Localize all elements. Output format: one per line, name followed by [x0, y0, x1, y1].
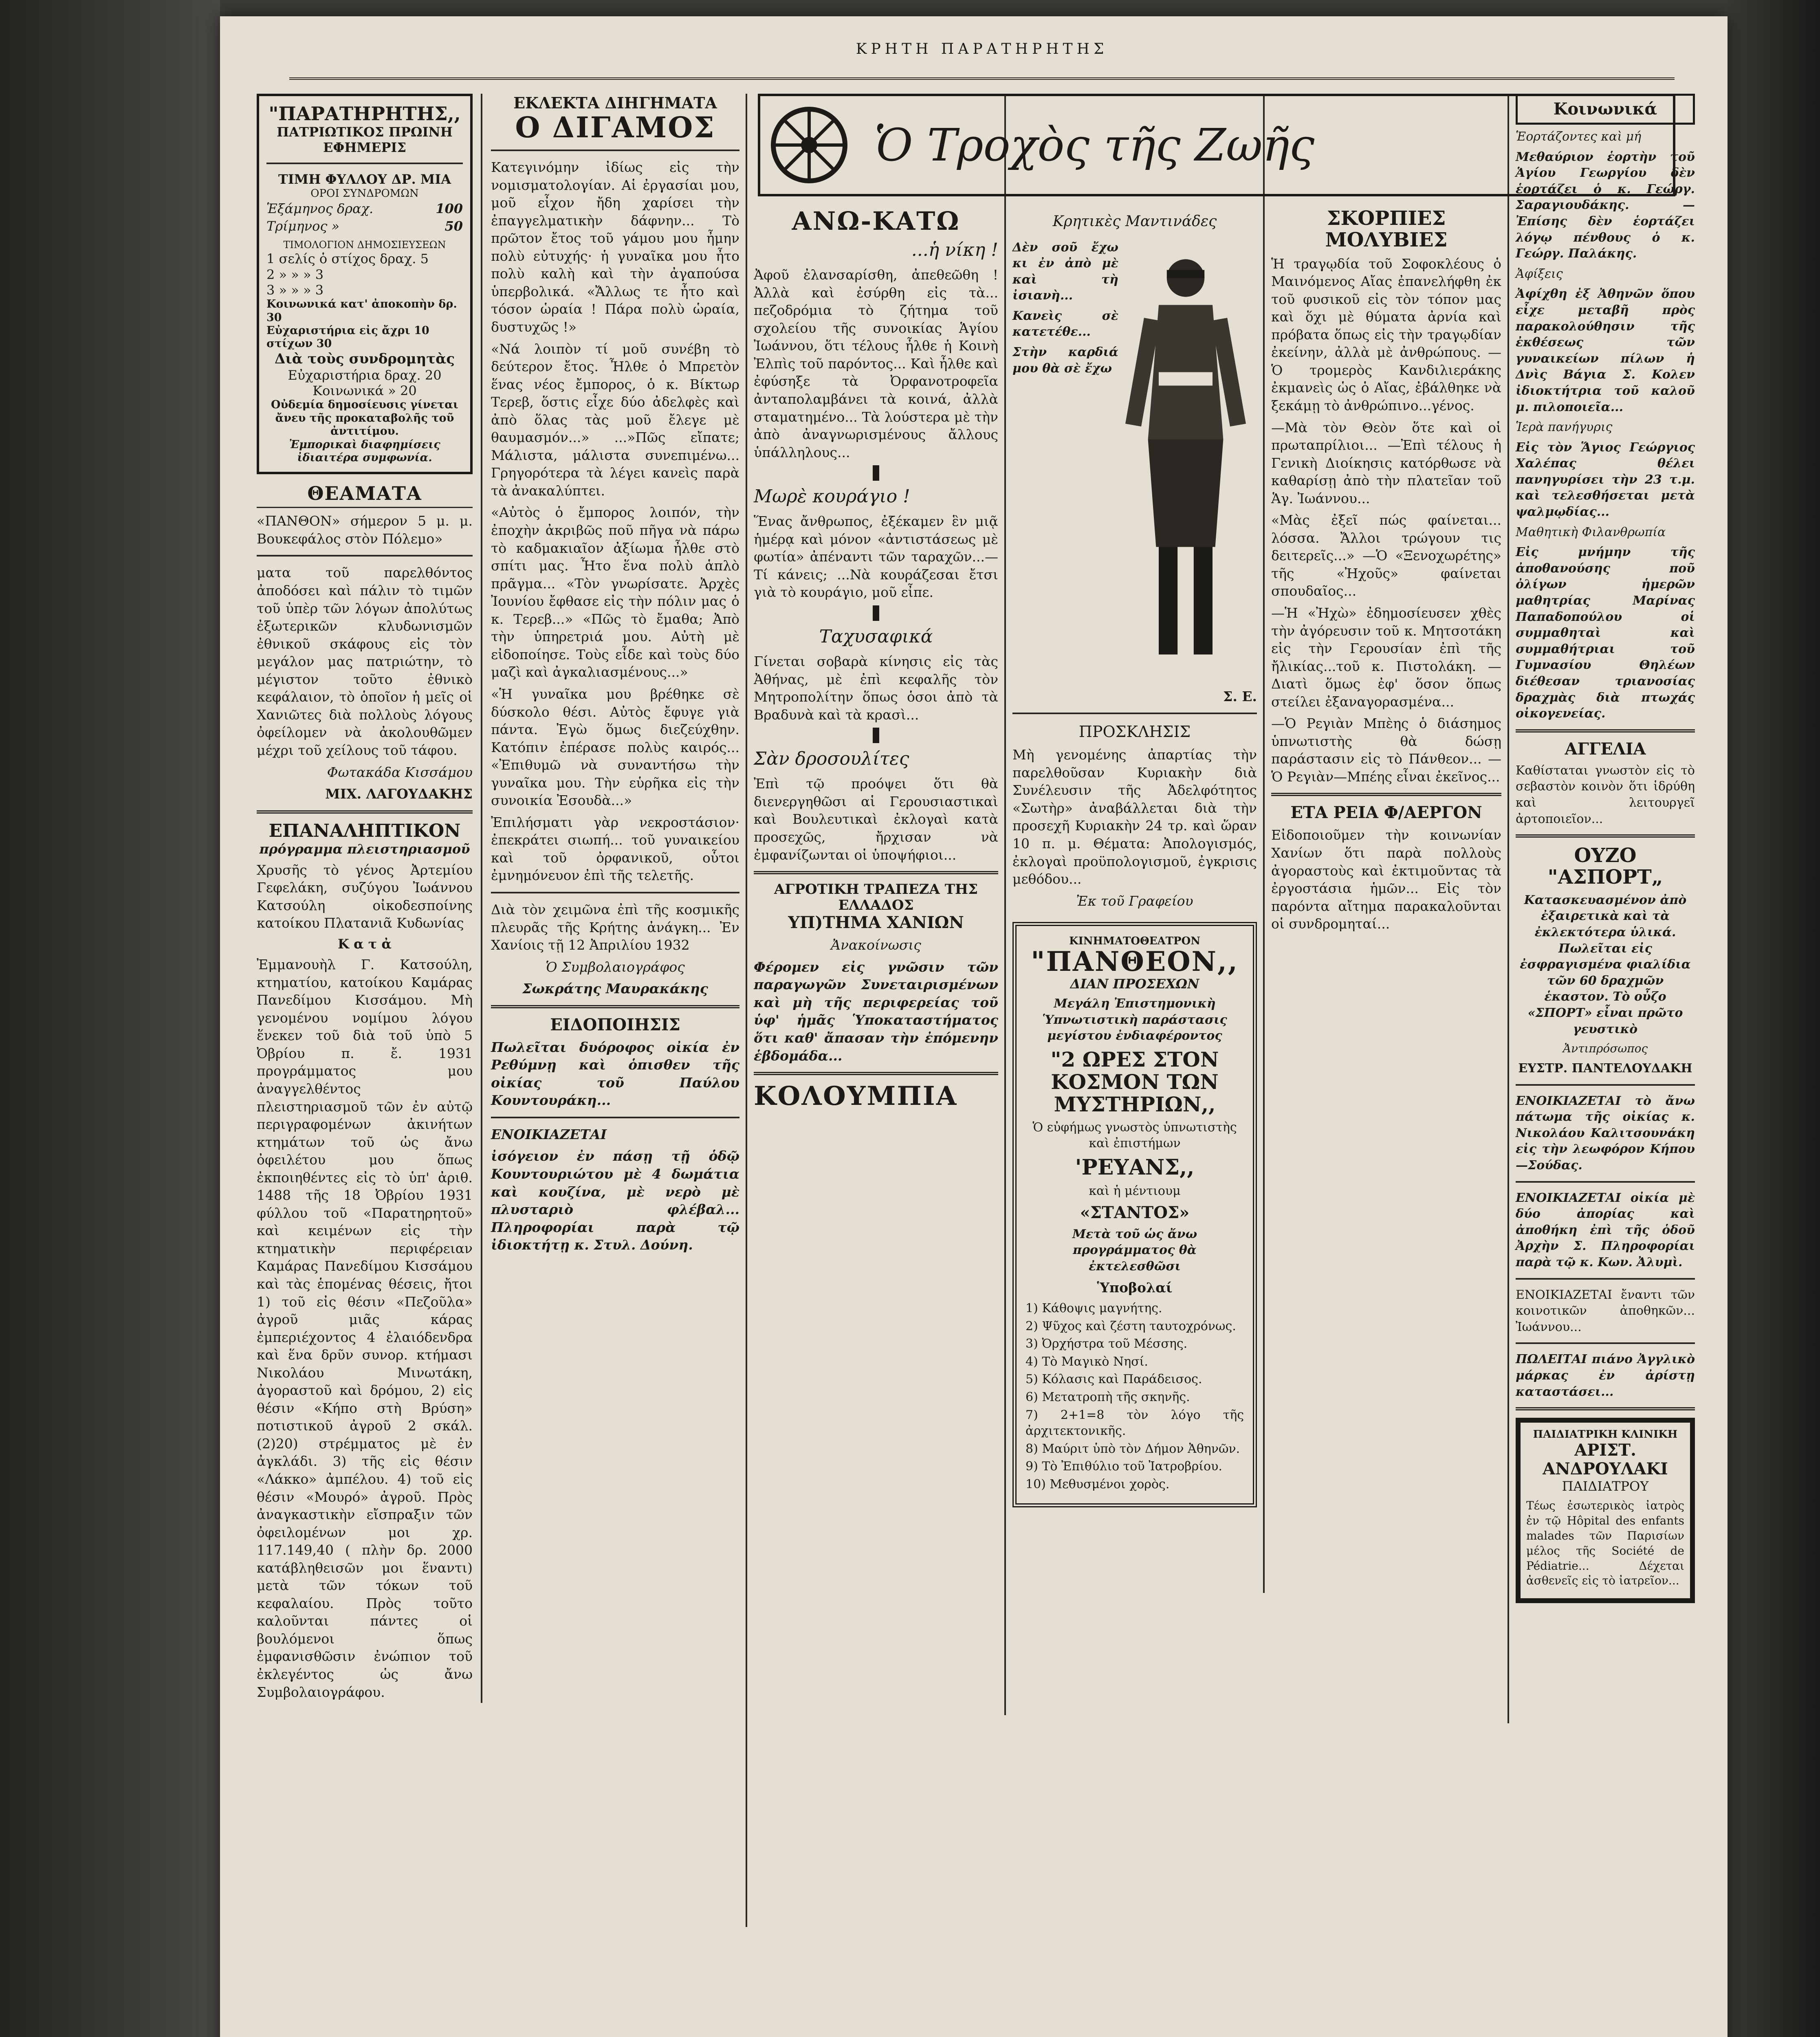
ad-rates-title: ΤΙΜΟΛΟΓΙΟΝ ΔΗΜΟΣΙΕΥΣΕΩΝ	[283, 239, 446, 251]
subhead: Ἱερὰ πανήγυρις	[1516, 420, 1613, 435]
prosklisis-heading: ΠΡΟΣΚΛΗΣΙΣ	[1078, 723, 1191, 741]
notice-text: Διὰ τὸν χειμῶνα ἐπὶ τῆς κοσμικῆς πλευρᾶς τῆς Κρήτης ἀνάγκη... Ἐν Χανίοις τῇ 12 Ἀπριλίου 1932	[491, 901, 739, 953]
agr-subheading: ΥΠ)ΤΗΜΑ ΧΑΝΙΩΝ	[788, 913, 964, 933]
column-4	[1012, 208, 1257, 1507]
epanalipt-text-2: Ἐμμανουὴλ Γ. Κατσούλη, κτηματίου, κατοίκου Καμάρας Πανεδίμου Κισσάμου. Μὴ γενομένου νομίμου λόγου ἕνεκεν τοῦ διὰ τοῦ ὑπὸ 5 Ὀβρίου π. ἔ. 1931 προγράμματος μου ἀναγγελθέντος πλειστηριασμοῦ τῶν ἐν αὐτῷ περιγραφομένων ἀκινήτων κτημάτων τοῦ ὡς ἄνω ὀφειλέτου μου ὅπως ἐκποιηθέντες εἰς τὸ ὑπ' ἀριθ. 1488 τῆς 18 Ὀβρίου 1931 φύλλου τοῦ «Παρατηρητοῦ» καὶ κειμένων εἰς τὴν κτηματικὴν περιφέρειαν Καμάρας Πανεδίμου Κισσάμου καὶ τὰς ἑπομένας θέσεις, ἤτοι 1) τοῦ εἰς θέσιν «Πεζοῦλα» ἀγροῦ μιᾶς κάρας ἐμπεριέχοντος 4 ἐλαιόδενδρα καὶ ἕνα δρῦν συνορ. κτήμασι Νικολάου Μινωτάκη, ἀγοραστοῦ καὶ δρόμου, 2) εἰς θέσιν «Κήπο στὴ Βρύση» ποτιστικοῦ ἀγροῦ 2 σκάλ. (2)20) στρέμματος μὲ ἐν ἀγκλάδι. 3) τῆς εἰς θέσιν «Λάκκο» ἀμπέλου. 4) τοῦ εἰς θέσιν «Μουρό» ἀγροῦ. Πρὸς ἀναγκαστικὴν εἴσπραξιν τῶν ὀφειλομένων μοι χρ. 117.149,40 ( πλὴν δρ. 2000 κατάβληθεισῶν μοι ἕναντι) μετὰ τῶν τόκων τοῦ κεφαλαίου. Πρὸς τοῦτο καλοῦνται πάντες οἱ βουλόμενοι ὅπως ἐμφανισθῶσιν ἐνώπιον τοῦ ἐκλεγέντος ὡς ἄνω Συμβολαιογράφου.	[257, 957, 473, 1700]
cinema-headline: "2 ΩΡΕΣ ΣΤΟΝ ΚΟΣΜΟΝ ΤΩΝ ΜΥΣΤΗΡΙΩΝ,,	[1050, 1047, 1219, 1116]
banner-title: Ὁ Τροχὸς τῆς Ζωῆς	[874, 119, 1315, 171]
social-text: Ἀφίχθη ἐξ Ἀθηνῶν ὅπου εἶχε μεταβῆ πρὸς παρακολούθησιν τῆς ἐκθέσεως τῶν γυναικείων πίλων ἡ Δνὶς Βάγια Σ. Κολεν ἰδιοκτήτρια τοῦ καλοῦ μ. πιλοποιεῖα...	[1516, 287, 1695, 414]
page-edge-right	[1728, 0, 1820, 2037]
mantinades-title: Κρητικὲς Μαντινάδες	[1052, 213, 1217, 230]
masthead	[289, 41, 1675, 80]
masthead-text: ΚΡΗΤΗ ΠΑΡΑΤΗΡΗΤΗΣ	[856, 41, 1108, 57]
column-1	[257, 94, 473, 1705]
ad-rate-note: Ἐμπορικαὶ διαφημίσεις ἰδιαιτέρα συμφωνία.	[289, 438, 440, 464]
column-rule	[481, 94, 482, 1703]
mantinades-block	[1012, 235, 1257, 684]
story-text: «Νά λοιπὸν τί μοῦ συνέβη τὸ δεύτερον ἔτος. Ἦλθε ὁ Μπρετὸν ἕνας νέος ἔμπορος, ὁ κ. Βίκτωρ Τερεβ, ὅστις εἶχε δύο ἀδελφὲς καὶ ἀπὸ ὅλας τὰς μοῦ ἔλεγε μὲ θαυμασμόν...» ...»Πῶς εἴπατε; Μάλιστα, μάλιστα συνεπιμένω... Γρηγορότερα τὰ λέγει κανεὶς παρὰ τὰ ἀνακαλύπτει.	[491, 341, 739, 499]
subscription-row: Ἑξάμηνος δραχ. 100	[266, 200, 463, 216]
column-rule	[1263, 94, 1265, 1593]
column-5	[1271, 208, 1501, 937]
cinema-desc: καὶ ἡ μέντιουμ	[1089, 1184, 1181, 1199]
social-text: Εἰς τὸν Ἅγιος Γεώργιος Χαλέπας θέλει πανηγυρίσει τὴν 23 τ.μ. καὶ τελεσθήσεται μετὰ ψαλμῳδίας...	[1516, 440, 1695, 519]
eidop-heading: ΕΙΔΟΠΟΙΗΣΙΣ	[550, 1015, 680, 1034]
verse: Κανεὶς σὲ κατετέθε...	[1012, 308, 1118, 339]
signature: Σ. Ε.	[1223, 688, 1257, 704]
clinic-ad	[1516, 1418, 1695, 1603]
social-text: Εἰς μνήμην τῆς ἀποθανούσης ποῦ ὀλίγων ἡμερῶν μαθητρίας Μαρίνας Παπαδοπούλου οἱ συμμαθηταὶ καὶ συμμαθήτριαι τοῦ Γυμνασίου Θηλέων διέθεσαν τριανοσίας δραχμὰς διὰ πτωχάς οἰκογενείας.	[1516, 545, 1695, 721]
program-item: 5) Κόλασις καὶ Παράδεισος.	[1026, 1372, 1202, 1387]
enoik-heading: ΕΝΟΙΚΙΑΖΕΤΑΙ	[491, 1126, 607, 1142]
ouzo-text: Κατασκευασμένον ἀπὸ ἐξαιρετικὰ καὶ τὰ ἐκλεκτότερα ὑλικά. Πωλεῖται εἰς ἐσφραγισμένα φιαλίδια τῶν 60 δραχμῶν ἑκαστον. Τὸ οὖζο «ΣΠΟΡΤ» εἶναι πρῶτο γευστικὸ	[1520, 893, 1691, 1036]
eta-heading: ΕΤΑ ΡΕΙΑ Φ/ΑΕΡΓΟΝ	[1290, 803, 1482, 823]
ouzo-signature-role: Ἀντιπρόσωπος	[1563, 1042, 1648, 1056]
ad-rate-line: Εὐχαριστήρια εἰς ἄχρι 10 στίχων 30	[266, 324, 429, 350]
signature: Σωκράτης Μαυρακάκης	[522, 981, 708, 997]
program-item: 9) Τὸ Ἐπιθύλιο τοῦ Ἰατροβρίου.	[1026, 1459, 1222, 1474]
story-text: Κατεγινόμην ἰδίως εἰς τὴν νομισματολογίαν. Αἱ ἐργασίαι μου, μοῦ εἶχον ἤδη χαρίσει τὴν ἐπαγγελματικὴν δάφνην... Τὸ πρῶτον ἔτος τοῦ γάμου μου ἦμην πολὺ εὐτυχής· ἡ γυναῖκα μου ἦτο πολὺ καλὴ καὶ τὴν ἀγαπούσα ὑπερβολικά. «Ἄλλως τε ἦτο καὶ τόσον ὡραία ! Πάρα πολὺ ὡραία, δυστυχῶς !»	[491, 159, 739, 335]
article-text: Ἀφοῦ ἐλανσαρίσθη, ἀπεθεῶθη ! Ἀλλὰ καὶ ἐσύρθη εἰς τὰ... πεζοδρόμια τὸ ζήτημα τοῦ σχολείου τῆς συνοικίας Ἁγίου Ἰωάννου, ὅτι τέλους ἦλθε ἡ Κοινὴ Ἐλπὶς τοῦ παρόντος... Καὶ ἦλθε καὶ ἐφύσηξε τὰ Ὀρφανοτροφεῖα ἀνταπολαμβάνει τὰ κοινά, ἀλλὰ σταματημένο... Τὰ λούστερα μὲ τὴν ἀπὸ ἀναγνωρισμένους ἄλλους ὑπάλληλους...	[754, 267, 998, 460]
column-text: «Μὰς ἐξεῖ πώς φαίνεται... λόσσα. Ἄλλοι τρώγουν τις δειτερεῖς...» —Ὁ «Ξενοχωρέτης» τῆς «Ἠχοῦς» φαίνεται σπουδαῖος...	[1271, 512, 1501, 599]
social-box	[1516, 94, 1695, 125]
kolumpia-title: ΚΟΛΟΥΜΠΙΑ	[754, 1081, 958, 1112]
clinic-subtitle: ΠΑΙΔΙΑΤΡΟΥ	[1562, 1478, 1649, 1494]
clinic-text: Τέως ἐσωτερικὸς ἰατρὸς ἐν τῷ Hôpital des enfants malades τῶν Παρισίων μέλος τῆς Société de Pédiatrie... Δέχεται ἀσθενεῖς εἰς τὸ ἰατρεῖον...	[1526, 1498, 1684, 1588]
subhead: Σὰν δροσουλίτες	[754, 748, 909, 770]
program-item: 2) Ψῦχος καὶ ζέστη ταυτοχρόνως.	[1026, 1319, 1236, 1333]
verse: Δὲν σοῦ ἔχω κι ἐν ἀπὸ μὲ καὶ τὴ ἰσιανὴ...	[1012, 240, 1118, 303]
subscription-row: Τρίμηνος » 50	[266, 218, 463, 234]
program-item: 4) Τὸ Μαγικὸ Νησί.	[1026, 1354, 1148, 1369]
article-text: ματα τοῦ παρελθόντος ἀποδόσει καὶ πάλιν τὸ τιμῶν τοῦ ὑπὲρ τῶν λόγων ἀπολύτως ἐξωτερικῶν κλυδωνισμῶν ἐθνικοῦ σκάφους εἰς τὸν μεγάλον μας πατριώτην, τὸ μέγιστον τοῦτο ἐθνικὸ κεφάλαιον, τὸ ὁποῖον ἡ μεῖς οἱ Χανιῶτες διὰ πολλοὺς λόγους ὀφείλομεν νὰ ἀκολουθῶμεν μέχρι τοῦ χείλους τοῦ τάφου.	[257, 565, 473, 758]
clinic-doctor: ΑΡΙΣΤ. ΑΝΔΡΟΥΛΑΚΙ	[1543, 1441, 1668, 1479]
article-text: Γίνεται σοβαρὰ κίνησις εἰς τὰς Ἀθήνας, μὲ ἐπὶ κεφαλῆς τὸν Μητροπολίτην ὅπως ὁσοι ἀπὸ τὰ Βραδυνὰ καὶ τὰ κρασὶ...	[754, 653, 998, 723]
signature: Ἐκ τοῦ Γραφείου	[1076, 893, 1193, 909]
price: ΤΙΜΗ ΦΥΛΛΟΥ ΔΡ. ΜΙΑ	[278, 172, 451, 187]
ad-rate-line: 1 σελίς ὁ στίχος δραχ. 5	[266, 251, 429, 267]
program-item: 1) Κάθοψις μαγνήτης.	[1026, 1301, 1162, 1316]
classified-ad: ΕΝΟΙΚΙΑΖΕΤΑΙ οἰκία μὲ δύο ἀπορίας καὶ ἀποθήκη ἐπὶ τῆς ὁδοῦ Ἀρχὴν Σ. Πληροφορίαι παρὰ τῷ κ. Κων. Ἀλυμὶ.	[1516, 1190, 1695, 1269]
ouzo-signature: ΕΥΣΤΡ. ΠΑΝΤΕΛΟΥΔΑΚΗ	[1518, 1061, 1692, 1076]
subhead: Μαθητικὴ Φιλανθρωπία	[1516, 525, 1666, 539]
column-2	[491, 94, 739, 1258]
column-rule	[746, 94, 747, 1927]
cinema-name: "ΠΑΝΘΕΟΝ,,	[1031, 946, 1239, 978]
epanalipt-heading: ΕΠΑΝΑΛΗΠΤΙΚΟΝ	[268, 820, 461, 841]
newspaper-page	[220, 16, 1728, 2037]
separator-mark	[873, 728, 879, 743]
article-text: Ἕνας ἄνθρωπος, ἐξέκαμεν ἓν μιᾷ ἡμέρᾳ καὶ μόνον «ἀντιστάσεως μὲ φωτία» ἀπέναντι τῶν ταραχῶν...—Τί κάνεις; ...Νὰ κουράζεσαι ἔτσι γιὰ τὸ κουράγιο, μοῦ εἶπε.	[754, 513, 998, 601]
program-item: 10) Μεθυσμένοι χορὸς.	[1026, 1477, 1170, 1492]
story-text: Ἐπιλήσματι γὰρ νεκροστάσιον· ἐπεκράτει σιωπή... τοῦ γυναικείου καὶ τοῦ ὀρφανικοῦ, οὗτοι ἐμνημόνευον ἐπὶ τῆς τελετῆς.	[491, 814, 739, 884]
paper-info-box	[257, 94, 473, 474]
social-text: Μεθαύριον ἑορτὴν τοῦ Ἁγίου Γεωργίου δὲν ἑορτάζει ὁ κ. Γεώργ. Σαραγιουδάκης. —Ἐπίσης δὲν ἑορτάζει λόγῳ πένθους ὁ κ. Γεώργ. Παλάκης.	[1516, 150, 1695, 261]
ad-rate-line: Κοινωνικά » 20	[313, 383, 417, 399]
story-text: «Αὐτὸς ὁ ἔμπορος λοιπόν, τὴν ἐποχὴν ἀκριβῶς ποῦ πῆγα νὰ πάρω τὸ καδμακιαῖον ἀξίωμα ἦλθε στὸ σπίτι μας. Ἦτο ἕνα πολὺ ἁπλὸ πρᾶγμα... «Τὸν γνωρίσατε. Ἀρχὲς Ἰουνίου ἔφθασε εἰς τὴν πόλιν μας ὁ κ. Τερεβ...» «Πῶς τὸ ἔμαθα; Ἀπὸ τὴν ὑπηρετριά μου. Αὐτὴ μὲ εἰδοποίησε. Τοὺς εἶδε καὶ τοὺς δύο μαζὶ καὶ ἀγκαλιασμένους...»	[491, 504, 739, 680]
performer-name: «ΣΤΑΝΤΟΣ»	[1080, 1203, 1190, 1222]
cinema-kicker: ΚΙΝΗΜΑΤΟΘΕΑΤΡΟΝ	[1069, 935, 1200, 948]
program-item: 8) Μαύριτ ὑπὸ τὸν Δήμον Ἀθηνῶν.	[1026, 1441, 1240, 1456]
agr-heading: ΑΓΡΟΤΙΚΗ ΤΡΑΠΕΖΑ ΤΗΣ ΕΛΛΑΔΟΣ	[774, 881, 978, 914]
paper-subtitle: ΠΑΤΡΙΩΤΙΚΟΣ ΠΡΩΙΝΗ ΕΦΗΜΕΡΙΣ	[277, 124, 453, 155]
paper-name: "ΠΑΡΑΤΗΡΗΤΗΣ,,	[268, 103, 461, 125]
binding-spine	[0, 0, 220, 2037]
wheel-icon	[768, 104, 850, 186]
classified-ad: ΕΝΟΙΚΙΑΖΕΤΑΙ τὸ ἄνω πάτωμα τῆς οἰκίας κ. Νικολάου Καλιτσουνάκη εἰς τὴν λεωφόρον Κήπου—Σούδας.	[1516, 1093, 1695, 1173]
column-text: —Ὁ Ρεγιὰν Μπὲης ὁ διάσημος ὑπνωτιστὴς θὰ δώσῃ παράστασιν εἰς τὸ Πάνθεον... —Ὁ Ρεγιὰν—Μπέης εἶναι ἐκεῖνος...	[1271, 715, 1501, 785]
program-title: Μετὰ τοῦ ὡς ἄνω προγράμματος θὰ ἐκτελεσθῶσι	[1072, 1227, 1197, 1274]
classified-ad: ΕΝΟΙΚΙΑΖΕΤΑΙ ἔναντι τῶν κοινοτικῶν ἀποθηκῶν... Ἰωάννου...	[1516, 1287, 1695, 1334]
separator-mark	[873, 465, 879, 481]
verse: Στὴν καρδιά μου θὰ σὲ ἔχω	[1012, 345, 1118, 376]
classified-ad: ΠΩΛΕΙΤΑΙ πιάνο Ἀγγλικὸ μάρκας ἐν ἀρίστῃ καταστάσει...	[1516, 1352, 1695, 1399]
enoik-text: ἰσόγειον ἐν πάσῃ τῇ ὁδῷ Κουντουριώτου μὲ 4 δωμάτια καὶ κουζίνα, μὲ νερὸ μὲ πλυσταριὸ φλέβαλ... Πληροφορίαι παρὰ τῷ ἰδιοκτήτῃ κ. Στυλ. Δούνη.	[491, 1148, 739, 1253]
ad-rate-line: Διὰ τοὺς συνδρομητὰς	[274, 350, 455, 367]
separator-mark	[873, 605, 879, 621]
cretan-man-illustration	[1118, 235, 1253, 684]
subscription-title: ΟΡΟΙ ΣΥΝΔΡΟΜΩΝ	[310, 187, 419, 200]
theamata-heading: ΘΕΑΜΑΤΑ	[257, 482, 473, 508]
program-item: 6) Μετατροπὴ τῆς σκηνῆς.	[1026, 1390, 1190, 1405]
subhead: Ἀφίξεις	[1516, 266, 1563, 281]
ouzo-title: ΟΥΖΟ "ΑΣΠΟΡΤ„	[1547, 844, 1663, 889]
subhead: Ἑορτάζοντες καὶ μή	[1516, 130, 1642, 144]
angelia-text: Καθίσταται γνωστὸν εἰς τὸ σεβαστὸν κοινὸν ὅτι ἱδρύθη καὶ λειτουργεῖ ἀρτοποιεῖον...	[1516, 763, 1695, 826]
program-subtitle: Ὑποβολαί	[1097, 1279, 1173, 1296]
ad-rate-note: Οὐδεμία δημοσίευσις γίνεται ἄνευ τῆς προκαταβολῆς τοῦ ἀντιτίμου.	[271, 398, 459, 438]
social-title: Κοινωνικά	[1553, 99, 1657, 119]
theamata-text: «ΠΑΝΘΟΝ» σήμερον 5 μ. μ. Βουκεφάλος στὸν Πόλεμο»	[257, 513, 473, 547]
agr-subheading-2: Ἀνακοίνωσις	[831, 937, 921, 953]
story-text: «Ἡ γυναῖκα μου βρέθηκε σὲ δύσκολο θέσι. Αὐτὸς ἔφυγε γιὰ πάντα. Ἐγὼ ὅμως διεζεύχθην. Κατόπιν ἐπέρασε πολὺς καιρός... «Ἐπιθυμῶ νὰ συναντήσω τὴν γυναῖκα μου. Τὴν εὑρῆκα εἰς τὴν συνοικία Ἐσουδὰ...»	[491, 686, 739, 809]
eidop-text: Πωλεῖται δυόροφος οἰκία ἐν Ρεθύμνῃ καὶ ὁπισθεν τῆς οἰκίας τοῦ Παύλου Κουντουράκη...	[491, 1039, 739, 1109]
ad-rate-line: 2 » » » 3	[266, 266, 324, 282]
agr-text: Φέρομεν εἰς γνῶσιν τῶν παραγωγῶν Συνεταιρισμένων καὶ μὴ τῆς περιφερείας τοῦ ὑφ' ἡμᾶς Ὑποκαταστήματος ὅτι καθ' ἄπασαν τὴν ἐπόμενην ἑβδομάδα...	[754, 959, 998, 1064]
column-text: Ἡ τραγῳδία τοῦ Σοφοκλέους ὁ Μαινόμενος Αἴας ἐπανελήφθη ἐκ τοῦ φυσικοῦ εἰς τὸν τόπον μας καὶ ὅχι μὲ θύματα ἀρνία καὶ πρόβατα ὅπως εἰς τὴν τραγῳδίαν ἐκείνην, ἀλλὰ μὲ ἀνθρώπους. —Ὁ τρομερὸς Κανδιλιεράκης ἐκμανεὶς ὡς ὁ Αἴας, ἐβάλθηκε νὰ ξεκάμῃ τὸ ἀνθρώπινο...γένος.	[1271, 255, 1501, 414]
subhead: Ταχυσαφικά	[819, 626, 933, 647]
cinema-desc: Μεγάλη Ἐπιστημονικὴ Ὑπνωτιστικὴ παράστασις μεγίστου ἐνδιαφέροντος	[1042, 997, 1227, 1043]
program-item: 7) 2+1=8 τὸν λόγο τῆς ἀρχιτεκτονικῆς.	[1026, 1408, 1244, 1439]
prosklisis-text: Μὴ γενομένης ἀπαρτίας τὴν παρελθοῦσαν Κυριακὴν διὰ Συνέλευσιν τῆς Ἀδελφότητος «Σωτὴρ» ἀναβάλλεται διὰ τὴν προσεχῆ Κυριακὴν 24 τρ. καὶ ὥραν 10 π. μ. Θέματα: Ἀπολογισμός, ἐκλογαὶ προϋπολογισμοῦ, ἐγκρισις μεθόδου...	[1012, 747, 1257, 887]
column-rule	[1507, 94, 1509, 1723]
kata: Κ α τ ἀ	[337, 936, 392, 952]
ad-rate-line: 3 » » » 3	[266, 282, 324, 298]
signature-place: Φωτακάδα Κισσάμου	[327, 764, 473, 780]
program-item: 3) Ὀρχήστρα τοῦ Μέσσης.	[1026, 1337, 1188, 1351]
column-6	[1516, 94, 1695, 1603]
story-title: Ο ΔΙΓΑΜΟΣ	[515, 110, 715, 144]
section-title: ΑΝΩ-ΚΑΤΩ	[792, 206, 960, 236]
eta-text: Εἰδοποιοῦμεν τὴν κοινωνίαν Χανίων ὅτι παρὰ πολλοὺς ἀγοραστοὺς καὶ ἐκτιμοῦντας τὰ ἐργοστάσια ἡμῶν... Εἰς τὸν παρόντα αἴτημα παρακαλοῦνται οἱ συνδρομηταί...	[1271, 827, 1501, 932]
cinema-desc: Ὁ εὐφήμως γνωστὸς ὑπνωτιστὴς καὶ ἐπιστήμων	[1032, 1120, 1237, 1151]
story-kicker: ΕΚΛΕΚΤΑ ΔΙΗΓΗΜΑΤΑ	[513, 94, 717, 112]
performer-name: 'ΡΕΥΑΝΣ,,	[1075, 1155, 1195, 1180]
epanalipt-text: Χρυσῆς τὸ γένος Ἀρτεμίου Γεφελάκη, συζύγου Ἰωάννου Κατσούλη οἰκοδεσποίνης κατοίκου Πλατανιᾶ Κυδωνίας	[257, 862, 473, 931]
column-text: —Ἡ «Ἠχὼ» ἐδημοσίευσεν χθὲς τὴν ἀγόρευσιν τοῦ κ. Μητσοτάκη εἰς τὴν Γερουσίαν ἐπὶ τῆς ἤλικίας...τοῦ κ. Πιστολάκη. —Διατὶ ὅμως ἐφ' ὅσον ὅπως στείλει ἐξαναγορασμένα...	[1271, 605, 1501, 710]
article-text: Ἐπὶ τῷ προόψει ὅτι θὰ διενεργηθῶσι αἱ Γερουσιαστικαὶ καὶ Βουλευτικαὶ ἐκλογαὶ κατὰ προσεχῶς, ἤρχισαν νὰ ἐμφανίζωνται οἱ ὑποψήφιοι...	[754, 776, 998, 863]
cinema-ad	[1012, 922, 1257, 1507]
column-rule	[1004, 94, 1006, 1715]
subhead: Μωρὲ κουράγιο !	[754, 486, 910, 507]
section-title: ΣΚΟΡΠΙΕΣ ΜΟΛΥΒΙΕΣ	[1325, 207, 1448, 251]
column-text: —Μὰ τὸν Θεὸν ὅτε καὶ οἱ πρωταπρίλιοι... —Ἐπὶ τέλους ἡ Γενικὴ Διοίκησις κατόρθωσε νὰ καθαρίσῃ ἀπὸ τὴν πλατεῖαν τοῦ Ἁγ. Ἰωάννου...	[1271, 419, 1501, 506]
signature: ΜΙΧ. ΛΑΓΟΥΔΑΚΗΣ	[325, 786, 473, 802]
ad-rate-line: Κοινωνικά κατ' ἀποκοπὴν δρ. 30	[266, 298, 457, 324]
angelia-heading: ΑΓΓΕΛΙΑ	[1565, 739, 1646, 759]
cinema-subtitle: ΔΙΑΝ ΠΡΟΣΕΧΩΝ	[1070, 976, 1199, 992]
signature-role: Ὁ Συμβολαιογράφος	[546, 959, 685, 975]
ad-rate-line: Εὐχαριστήρια δραχ. 20	[288, 367, 442, 383]
epanalipt-subheading: πρόγραμμα πλειστηριασμοῦ	[259, 841, 470, 857]
section-subtitle: ...ἡ νίκη !	[911, 240, 998, 261]
clinic-title: ΠΑΙΔΙΑΤΡΙΚΗ ΚΛΙΝΙΚΗ	[1533, 1428, 1678, 1441]
column-3	[754, 208, 998, 1110]
